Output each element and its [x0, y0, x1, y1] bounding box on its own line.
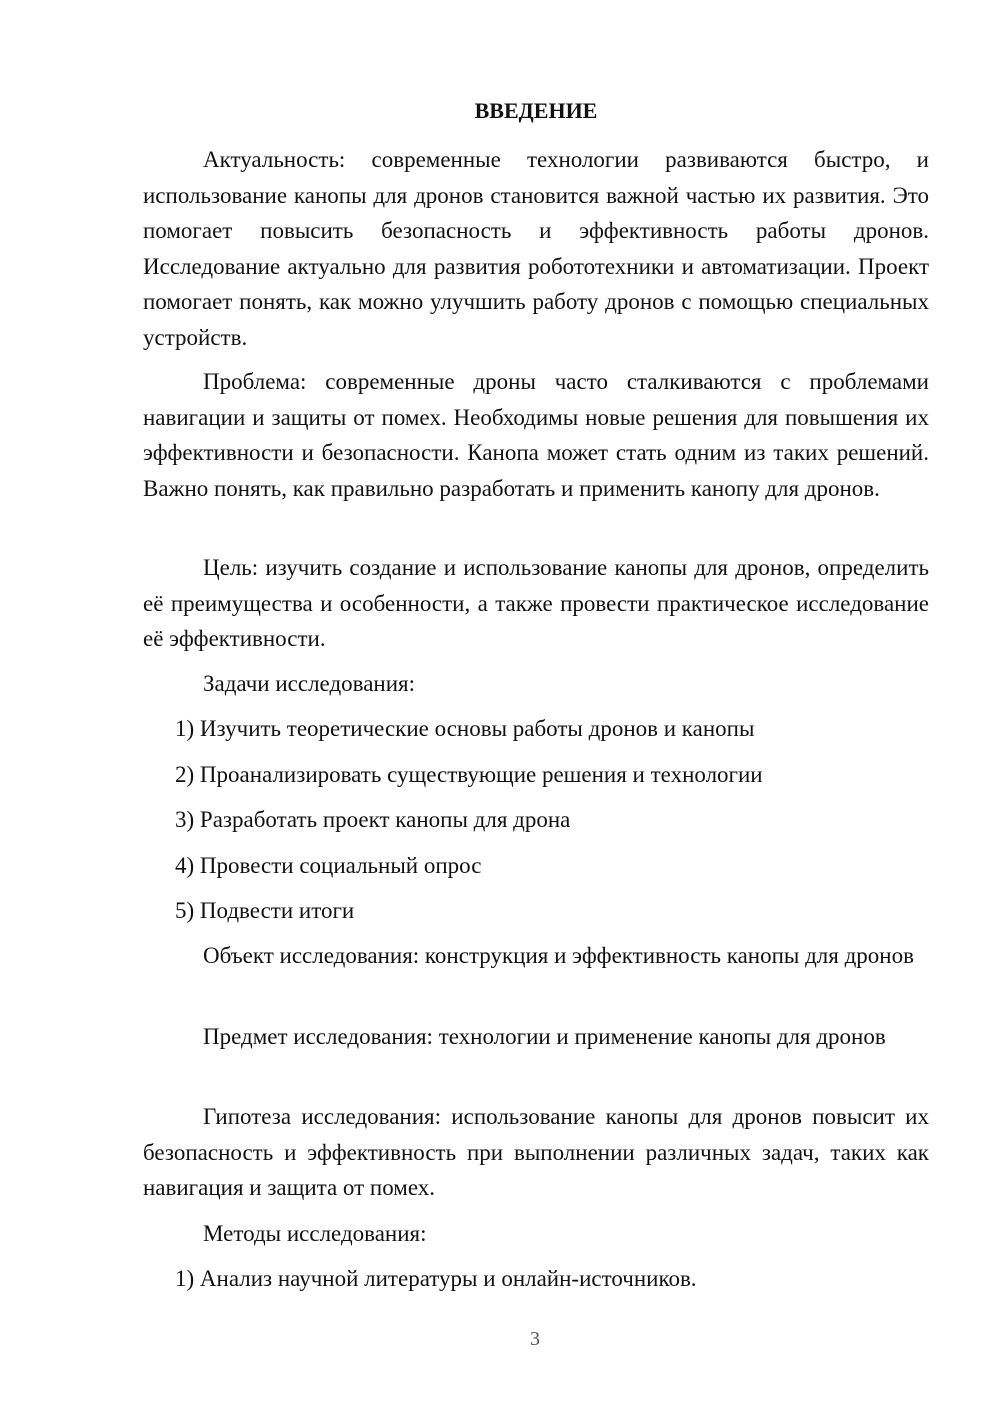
task-item: 2) Проанализировать существующие решения и технологии — [175, 762, 763, 787]
task-item: 4) Провести социальный опрос — [175, 853, 482, 878]
subject-paragraph: Предмет исследования: технологии и применение канопы для дронов — [203, 1024, 886, 1049]
problem-paragraph: Проблема: современные дроны часто сталкиваются с проблемами навигации и защиты от помех. Необходимы новые решения для повышения их эффективности и безопасности. Канопа может стать одним из таких решений. Важно понять, как правильно разработать и применить канопу для дронов. — [143, 369, 929, 501]
hypothesis-paragraph: Гипотеза исследования: использование канопы для дронов повысит их безопасность и эффективность при выполнении различных задач, таких как навигация и защита от помех. — [143, 1104, 929, 1200]
task-item: 5) Подвести итоги — [175, 898, 355, 923]
task-item: 3) Разработать проект канопы для дрона — [175, 807, 571, 832]
task-item: 1) Изучить теоретические основы работы дронов и канопы — [175, 716, 755, 741]
method-item: 1) Анализ научной литературы и онлайн-источников. — [175, 1266, 697, 1291]
page-title: ВВЕДЕНИЕ — [474, 98, 598, 123]
page-number: 3 — [530, 1328, 540, 1350]
tasks-heading: Задачи исследования: — [203, 671, 416, 696]
object-paragraph: Объект исследования: конструкция и эффективность канопы для дронов — [203, 943, 914, 968]
methods-heading: Методы исследования: — [203, 1221, 427, 1246]
goal-paragraph: Цель: изучить создание и использование канопы для дронов, определить её преимущества и особенности, а также провести практическое исследование её эффективности. — [143, 555, 929, 651]
relevance-paragraph: Актуальность: современные технологии развиваются быстро, и использование канопы для дронов становится важной частью их развития. Это помогает повысить безопасность и эффективность работы дронов. Исследование актуально для развития робототехники и автоматизации. Проект помогает понять, как можно улучшить работу дронов с помощью специальных устройств. — [143, 147, 929, 350]
